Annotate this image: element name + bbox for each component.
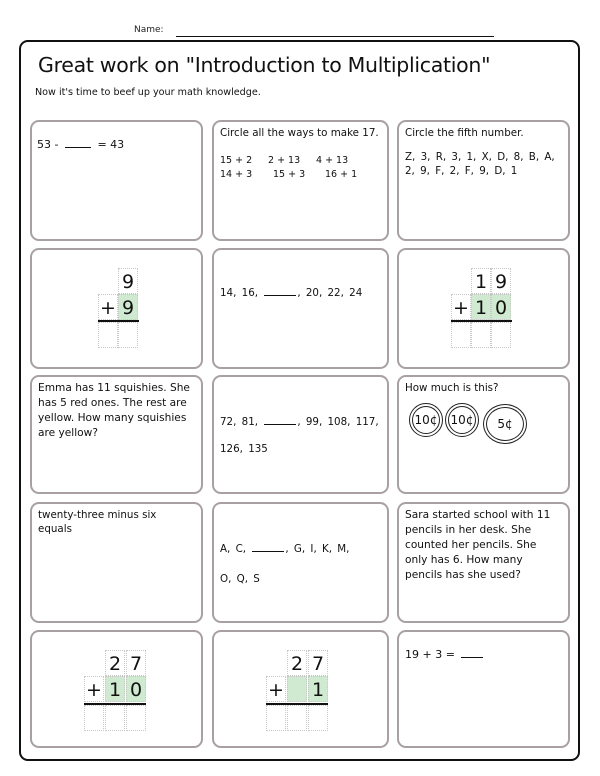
letter-number-sequence: Z, 3, R, 3, 1, X, D, 8, B, A, 2, 9, F, 2, F, 9, D, 1 [405,151,555,177]
top-digit-ones: 9 [491,268,511,294]
name-field[interactable] [176,36,494,37]
word-problem: Sara started school with 11 pencils in her desk. She counted her pencils. She only has 6. How many pencils has she used? [405,509,551,581]
dime-coin [409,403,443,437]
page-title: Great work on "Introduction to Multiplication" [38,53,491,77]
answer-blank[interactable] [252,541,284,552]
sequence-start: 14, 16, [220,287,259,299]
bottom-digit-ones: 1 [308,676,328,702]
plus-operator: + [451,294,471,320]
answer-cell-hundreds[interactable] [84,705,104,731]
bottom-digit-tens: 1 [105,676,125,702]
problem-card-4 [30,248,203,369]
option-row-2 [220,168,381,182]
answer-blank[interactable] [264,285,296,296]
problem-card-3 [397,120,570,241]
name-label: Name: [134,25,164,35]
page-subtitle: Now it's time to beef up your math knowledge. [35,87,261,98]
option[interactable]: 15 + 3 [273,169,306,180]
dime-coin [445,403,479,437]
coin-value: 5¢ [497,417,513,431]
top-digit-tens: 2 [287,650,307,676]
answer-blank[interactable] [264,414,296,425]
problem-card-5 [212,248,389,369]
problem-card-12 [397,502,570,623]
word-problem: twenty-three minus six equals [38,509,157,535]
answer-blank[interactable] [461,647,483,658]
bottom-digit-tens: 1 [471,294,491,320]
answer-cell-ones[interactable] [126,705,146,731]
bottom-digit-ones: 0 [491,294,511,320]
option[interactable]: 2 + 13 [268,155,301,166]
plus-operator: + [84,676,104,702]
top-digit-tens: 2 [105,650,125,676]
answer-cell-ones[interactable] [308,705,328,731]
top-digit-ones: 7 [126,650,146,676]
sequence-start: A, C, [220,543,247,555]
word-problem: Emma has 11 squishies. She has 5 red ones. The rest are yellow. How many squishies are yellow? [38,382,190,439]
problem-card-15 [397,630,570,748]
sequence-start: 72, 81, [220,416,259,428]
problem-card-10 [30,502,203,623]
option[interactable]: 14 + 3 [220,169,253,180]
problem-card-2 [212,120,389,241]
problem-prompt: Circle all the ways to make 17. [220,127,379,139]
plus-operator: + [98,294,118,320]
option[interactable]: 16 + 1 [325,169,358,180]
answer-blank[interactable] [65,137,91,148]
problem-card-9 [397,375,570,494]
problem-card-7 [30,375,203,494]
problem-card-11 [212,502,389,623]
nickel-coin [483,404,527,444]
top-digit-ones: 9 [118,268,138,294]
bottom-digit-tens [287,676,307,702]
problem-card-1 [30,120,203,241]
problem-card-14 [212,630,389,748]
option[interactable]: 4 + 13 [316,155,349,166]
equation: 19 + 3 = [405,648,455,661]
sequence-end: , 20, 22, 24 [297,287,363,299]
answer-cell-tens[interactable] [105,705,125,731]
answer-cell-ones[interactable] [491,322,511,348]
answer-cell-tens[interactable] [287,705,307,731]
coin-value: 10¢ [414,413,438,427]
sequence-continued: 126, 135 [220,443,268,455]
coin-value: 10¢ [450,413,474,427]
equation-left: 53 - [37,138,59,151]
top-digit-tens: 1 [471,268,491,294]
sequence-end: , 99, 108, 117, [297,416,379,428]
bottom-digit-ones: 9 [118,294,138,320]
answer-cell-tens[interactable] [471,322,491,348]
option[interactable]: 15 + 2 [220,155,253,166]
bottom-digit-ones: 0 [126,676,146,702]
answer-cell-tens[interactable] [98,322,118,348]
problem-prompt: How much is this? [405,382,499,394]
answer-cell-hundreds[interactable] [451,322,471,348]
sequence-end: , G, I, K, M, [285,543,350,555]
equation-right: = 43 [97,138,125,151]
problem-card-8 [212,375,389,494]
answer-cell-ones[interactable] [118,322,138,348]
plus-operator: + [266,676,286,702]
problem-card-6 [397,248,570,369]
option-row-1 [220,154,381,168]
top-digit-ones: 7 [308,650,328,676]
answer-cell-hundreds[interactable] [266,705,286,731]
sequence-continued: O, Q, S [220,573,260,585]
problem-card-13 [30,630,203,748]
problem-prompt: Circle the fifth number. [405,127,524,139]
